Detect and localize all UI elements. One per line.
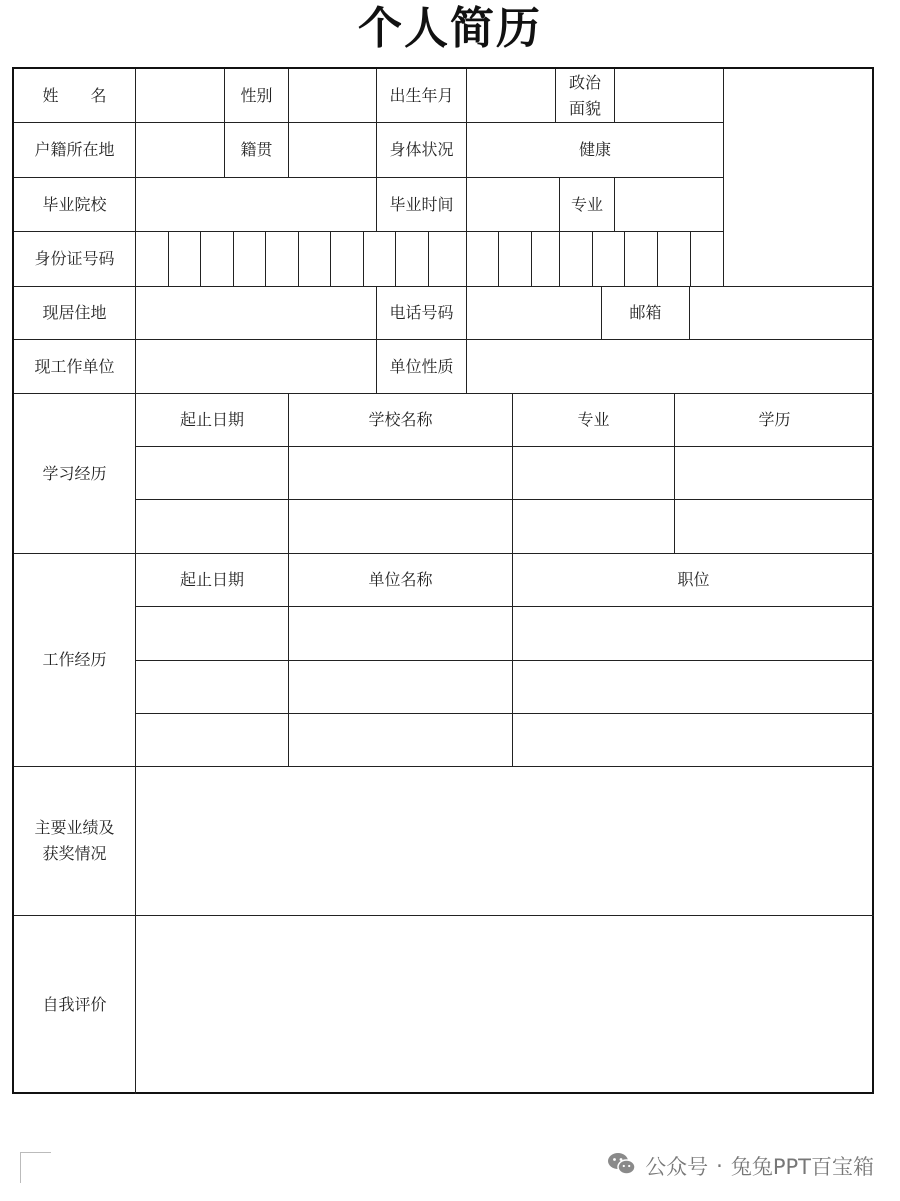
work-cell[interactable]	[136, 714, 289, 767]
id-label: 身份证号码	[14, 232, 136, 287]
education-header-degree: 学历	[675, 394, 874, 447]
work-cell[interactable]	[136, 607, 289, 661]
id-digit-box[interactable]	[331, 232, 364, 287]
watermark-prefix: 公众号	[645, 1155, 709, 1179]
id-digit-box[interactable]	[429, 232, 467, 287]
page-title: 个人简历	[358, 3, 542, 54]
political-field[interactable]	[615, 69, 724, 123]
school-label: 毕业院校	[14, 178, 136, 232]
work-header-employer: 单位名称	[289, 554, 513, 607]
birth-field[interactable]	[467, 69, 556, 123]
id-digit-box[interactable]	[593, 232, 625, 287]
education-cell[interactable]	[289, 500, 513, 554]
employer-label: 现工作单位	[14, 340, 136, 394]
achievements-label	[14, 767, 136, 916]
id-digit-box[interactable]	[532, 232, 560, 287]
work-cell[interactable]	[513, 607, 874, 661]
employer-type-field[interactable]	[467, 340, 874, 394]
education-cell[interactable]	[289, 447, 513, 500]
birth-label: 出生年月	[377, 69, 467, 123]
work-section-label: 工作经历	[14, 554, 136, 767]
id-digit-box[interactable]	[658, 232, 691, 287]
self-eval-field[interactable]	[136, 916, 874, 1094]
page-corner-mark	[20, 1152, 51, 1183]
education-section-label: 学习经历	[14, 394, 136, 554]
work-cell[interactable]	[136, 661, 289, 714]
achievements-label-line2: 获奖情况	[42, 844, 107, 863]
major-field[interactable]	[615, 178, 724, 232]
id-digit-box[interactable]	[169, 232, 201, 287]
photo-area[interactable]	[724, 69, 874, 287]
watermark-name: 兔兔PPT百宝箱	[730, 1155, 874, 1179]
political-label	[556, 69, 615, 123]
work-cell[interactable]	[289, 714, 513, 767]
id-digit-box[interactable]	[691, 232, 724, 287]
native-label: 籍贯	[225, 123, 289, 178]
email-label: 邮箱	[602, 287, 690, 340]
health-field[interactable]: 健康	[467, 123, 724, 178]
grad-time-field[interactable]	[467, 178, 560, 232]
watermark	[607, 1150, 874, 1182]
id-digit-box[interactable]	[499, 232, 532, 287]
education-cell[interactable]	[136, 500, 289, 554]
work-header-dates: 起止日期	[136, 554, 289, 607]
id-digit-box[interactable]	[266, 232, 299, 287]
wechat-icon	[607, 1151, 637, 1182]
education-cell[interactable]	[513, 500, 675, 554]
gender-label: 性别	[225, 69, 289, 123]
native-field[interactable]	[289, 123, 377, 178]
education-header-school: 学校名称	[289, 394, 513, 447]
political-label-line2: 面貌	[568, 98, 601, 118]
resume-table	[12, 67, 874, 1094]
education-header-major: 专业	[513, 394, 675, 447]
grad-time-label: 毕业时间	[377, 178, 467, 232]
hukou-field[interactable]	[136, 123, 225, 178]
achievements-label-line1: 主要业绩及	[34, 818, 115, 837]
id-digit-box[interactable]	[396, 232, 429, 287]
work-cell[interactable]	[289, 661, 513, 714]
address-label: 现居住地	[14, 287, 136, 340]
name-field[interactable]	[136, 69, 225, 123]
phone-field[interactable]	[467, 287, 602, 340]
id-digit-box[interactable]	[560, 232, 593, 287]
education-cell[interactable]	[675, 447, 874, 500]
education-cell[interactable]	[675, 500, 874, 554]
id-digit-box[interactable]	[201, 232, 234, 287]
achievements-field[interactable]	[136, 767, 874, 916]
health-label: 身体状况	[377, 123, 467, 178]
gender-field[interactable]	[289, 69, 377, 123]
education-cell[interactable]	[513, 447, 675, 500]
political-label-line1: 政治	[568, 72, 601, 92]
id-digit-box[interactable]	[364, 232, 396, 287]
school-field[interactable]	[136, 178, 377, 232]
id-digit-box[interactable]	[234, 232, 266, 287]
address-field[interactable]	[136, 287, 377, 340]
employer-field[interactable]	[136, 340, 377, 394]
work-header-position: 职位	[513, 554, 874, 607]
id-digit-box[interactable]	[299, 232, 331, 287]
hukou-label: 户籍所在地	[14, 123, 136, 178]
major-label: 专业	[560, 178, 615, 232]
id-digit-box[interactable]	[625, 232, 658, 287]
phone-label: 电话号码	[377, 287, 467, 340]
education-cell[interactable]	[136, 447, 289, 500]
work-cell[interactable]	[513, 661, 874, 714]
employer-type-label: 单位性质	[377, 340, 467, 394]
id-digit-box[interactable]	[136, 232, 169, 287]
work-cell[interactable]	[289, 607, 513, 661]
self-eval-label: 自我评价	[14, 916, 136, 1094]
name-label: 姓 名	[14, 69, 136, 123]
email-field[interactable]	[690, 287, 874, 340]
work-cell[interactable]	[513, 714, 874, 767]
watermark-separator: ·	[716, 1154, 723, 1178]
id-digit-box[interactable]	[467, 232, 499, 287]
education-header-dates: 起止日期	[136, 394, 289, 447]
